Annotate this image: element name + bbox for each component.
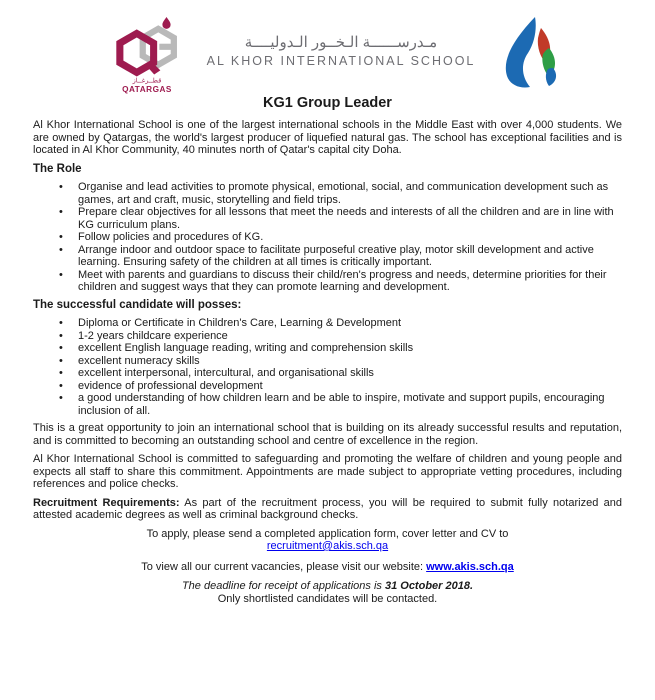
list-item: • Meet with parents and guardians to discuss their child/ren's progress and needs, determine priorities for their children and suggest ways that they can promote learning and development. [33,269,622,294]
qatargas-logo [108,16,186,94]
page-title: KG1 Group Leader [263,95,392,111]
website-link[interactable]: www.akis.sch.qa [426,560,514,573]
flame-blue-swoosh [506,17,536,88]
recruitment-requirements-text: As part of the recruitment process, you will be required to submit fully notarized and attested academic degrees as well as criminal background checks. [33,496,622,521]
list-item: • Follow policies and procedures of KG. [33,231,622,244]
intro-paragraph: Al Khor International School is one of the largest international schools in the Middle East with over 4,000 students. We are owned by Qatargas, the world's largest producer of liquefied natural gas. The school has exceptional facilities and is located in Al Khor Community, 40 minutes north of Qatar's capital city Doha. [33,119,622,156]
list-item: • evidence of professional development [33,380,622,393]
apply-instructions [33,528,622,553]
section-heading-role: The Role [33,162,82,175]
list-item: • Prepare clear objectives for all lessons that meet the needs and interests of all the children and are in line with KG curriculum plans. [33,206,622,231]
document-body [33,96,622,612]
safeguarding-paragraph: Al Khor International School is committed to safeguarding and promoting the welfare of children and young people and expects all staff to share this commitment. Appointments are made subject to appropriate vetting procedures, including references and police checks. [33,453,622,490]
list-item: • 1-2 years childcare experience [33,330,622,343]
shortlist-note: Only shortlisted candidates will be contacted. [217,592,438,605]
school-name-english: AL KHOR INTERNATIONAL SCHOOL [206,54,476,68]
school-flame-logo [499,15,567,91]
list-item: • excellent English language reading, writing and comprehension skills [33,342,622,355]
recruitment-paragraph [33,497,622,522]
school-name-arabic: مـدرســــــة الـخــور الـدوليــــة [244,34,438,51]
recruitment-email-link[interactable]: recruitment@akis.sch.qa [266,540,389,552]
qatargas-arabic-label: قطــرغــاز [132,77,162,85]
flame-blue-ribbon-small [546,68,556,86]
role-bullet-list [33,181,622,294]
vacancies-text: To view all our current vacancies, please visit our website: [141,560,427,573]
document-header [0,0,655,96]
opportunity-paragraph: This is a great opportunity to join an international school that is building on its already successful results and reputation, and is committed to becoming an outstanding school and centre of excellence in the region. [33,422,622,447]
list-item: • excellent numeracy skills [33,355,622,368]
school-name-block [192,34,490,68]
recruitment-requirements-label: Recruitment Requirements: [33,496,180,509]
section-heading-candidate: The successful candidate will posses: [33,298,242,311]
candidate-bullet-list [33,317,622,417]
qatargas-brand-label: QATARGAS [122,84,172,94]
vacancies-line [33,561,622,574]
list-item: • Organise and lead activities to promote physical, emotional, social, and communication development such as games, art and craft, music, storytelling and field trips. [33,181,622,206]
apply-text: To apply, please send a completed application form, cover letter and CV to [146,527,509,540]
qatargas-droplet-icon [162,17,170,29]
deadline-text: The deadline for receipt of applications is [181,580,385,592]
list-item: • Diploma or Certificate in Children's Care, Learning & Development [33,317,622,330]
list-item: • excellent interpersonal, intercultural, and organisational skills [33,367,622,380]
deadline-date: 31 October 2018. [384,580,474,592]
deadline-block [33,580,622,605]
deadline-line [33,580,622,593]
list-item: • Arrange indoor and outdoor space to facilitate purposeful creative play, motor skill development and active learning. Ensuring safety of the children at all times is critically important. [33,244,622,269]
list-item: • a good understanding of how children learn and be able to inspire, motivate and support pupils, encouraging inclusion of all. [33,392,622,417]
qatargas-g-crossbar [159,44,175,50]
